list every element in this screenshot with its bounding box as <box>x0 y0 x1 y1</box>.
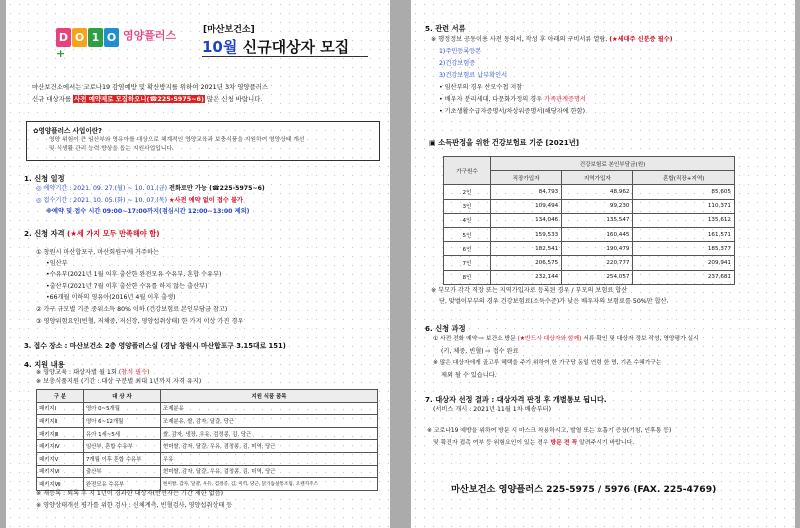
about-line-2: 및 식생활 관리 능력 향상을 돕는 지원사업입니다. <box>49 146 174 152</box>
document-1: 1)주민등록등본 <box>439 48 482 55</box>
col-header: 지역가입자 <box>562 171 633 185</box>
logo-tile: 1 <box>88 28 103 47</box>
premium-group-header: 건강보험료 본인부담금(원) <box>491 157 735 171</box>
logo-name: 영양플러스 <box>123 29 177 42</box>
section-2-label: 2. 신청 자격 <box>24 229 65 238</box>
intro-highlight: 사전 예약제로 모집하오니(☎225-5975~6) <box>74 95 204 103</box>
about-body <box>49 136 304 154</box>
package-name: 패키지Ⅴ <box>37 452 84 465</box>
page-title <box>202 36 349 57</box>
logo-tile: O <box>72 28 87 47</box>
intro-text <box>32 81 268 105</box>
covid-note-2 <box>433 440 634 447</box>
document-page-1 <box>6 0 390 528</box>
premium-value: 110,371 <box>633 199 735 213</box>
table-row <box>444 270 735 284</box>
col-header: 대 상 자 <box>84 390 161 403</box>
col-header: 직장가입자 <box>491 171 562 185</box>
education-required: (참석 필수) <box>118 369 150 376</box>
premium-value: 99,230 <box>562 199 633 213</box>
document-4: • 임산부의 경우 산모수첩 지참 <box>439 84 523 91</box>
process-line-2: (키, 체중, 빈혈) ⇨ 접수 완료 <box>441 348 519 355</box>
reserve-phone: 전화로만 가능 (☎225-5975~6) <box>168 185 265 192</box>
about-line-1: 영양 위험이 큰 임산부와 영유아를 대상으로 체계적인 영양교육과 보충식품을 지원하여 영양상태 개선 <box>49 137 305 143</box>
table-row <box>37 478 378 491</box>
package-table-header <box>37 390 378 403</box>
logo-tile: O <box>104 28 119 47</box>
documents-id-required: (★세대주 신분증 필수) <box>609 36 673 43</box>
evaluation-note: ※ 영양상태개선 평가를 위한 검사 : 신체계측, 빈혈검사, 영양섭취상태 등 <box>36 502 233 509</box>
section-1-title: 1. 신청 일정 <box>24 174 65 183</box>
document-2: 2)건강보험증 <box>439 60 476 67</box>
table-row <box>37 452 378 465</box>
process-line-1 <box>433 336 699 343</box>
package-table <box>36 389 378 491</box>
table-row <box>444 227 735 241</box>
service-start: (서비스 개시 : 2021년 11월 1차 배송부터) <box>433 406 551 413</box>
apply-warning: ★사전 예약 없이 접수 불가 <box>168 197 243 204</box>
premium-value: 254,057 <box>562 270 633 284</box>
process-line-1a: ① 사전 전화 예약 ⇨ 보건소 방문 <box>433 336 516 342</box>
family-size: 3인 <box>444 199 491 213</box>
table-row <box>444 242 735 256</box>
premium-value: 237,681 <box>633 270 735 284</box>
covid-before-visit: 방문 전 꼭 <box>550 440 578 446</box>
insurance-note-2: 단, 맞벌이부부의 경우 건강보험료(소득수준)가 낮은 배우자의 보험료를 50%만 합산. <box>439 298 669 305</box>
process-line-4: 제외 될 수 있습니다. <box>441 372 497 379</box>
section-2-title <box>24 229 160 239</box>
reregistration-note: ※ 재등록 : 퇴록 후 지 1년이 경과한 대상자(반선자는 기간 제한 없음) <box>36 490 224 497</box>
contact-footer: 마산보건소 영양플러스 225-5975 / 5976 (FAX. 225-4769) <box>451 484 717 495</box>
table-row <box>444 256 735 270</box>
intro-line-2 <box>32 93 268 105</box>
process-line-3: ※ 많은 대상자에게 골고루 혜택을 주기 위하여 한 가구당 동일 연령 한 명, 기존 수혜가구는 <box>433 360 662 366</box>
premium-value: 182,541 <box>491 242 562 256</box>
apply-period <box>36 197 243 204</box>
table-row <box>444 185 735 199</box>
logo-plus: + <box>56 47 66 60</box>
about-box <box>26 121 380 161</box>
about-title: ✿영양플러스 사업이란? <box>33 127 102 135</box>
foods: 현미쌀, 감자, 달걀, 우유, 검정콩, 김, 미역, 당근 <box>161 465 378 478</box>
section-2-note: (★세 가지 모두 만족해야 함) <box>67 229 160 238</box>
premium-value: 220,777 <box>562 256 633 270</box>
document-5 <box>439 96 586 103</box>
target: 영아 6~12개월 <box>84 415 161 428</box>
premium-value: 48,962 <box>562 185 633 199</box>
insurance-note-1: ※ 부모가 각각 직장 또는 지역가입자로 등록된 경우 / 부모의 보험료 합산 <box>431 287 628 294</box>
criteria-1c: •출산부(2021년 7월 이후 출산한 수유를 하지 않는 출산부) <box>46 283 208 290</box>
family-size: 5인 <box>444 227 491 241</box>
insurance-header-row <box>444 157 735 171</box>
package-name: 패키지Ⅳ <box>37 440 84 453</box>
criteria-1b: •수유부(2021년 1월 이후 출산한 완전모유 수유부, 혼합 수유부) <box>46 271 222 278</box>
table-row <box>37 427 378 440</box>
premium-value: 135,612 <box>633 213 735 227</box>
table-row <box>37 465 378 478</box>
foods: 쌀, 감자, 냉장, 우유, 검정콩, 김, 당근 <box>161 427 378 440</box>
premium-value: 159,533 <box>491 227 562 241</box>
foods: 현미쌀, 감자, 달걀, 우유, 검정콩, 김, 미역, 당근 <box>161 440 378 453</box>
table-row <box>37 402 378 415</box>
criteria-1: ① 창원시 마산합포구, 마산회원구에 거주하는 <box>36 249 159 256</box>
target: 7개월 이후 혼합 수유부 <box>84 452 161 465</box>
apply-period-date: ◎ 접수기간 : 2021. 10. 05.(화) ~ 10. 07.(목) <box>36 197 167 204</box>
package-name: 패키지Ⅶ <box>37 478 84 491</box>
criteria-2: ② 가구 규모별 기준 중위소득 80% 이하 (건강보험료 본인부담금 참고) <box>36 306 228 313</box>
family-size: 6인 <box>444 242 491 256</box>
table-row <box>37 415 378 428</box>
intro-line-1: 마산보건소에서는 코로나19 감염예방 및 확산방지를 위하여 2021년 3차 영양플러스 <box>32 83 269 91</box>
time-note: ※예약 및 접수 시간 09:00~17:00까지(점심시간 12:00~13:00 제외) <box>46 208 250 215</box>
target: 영아 0~5개월 <box>84 402 161 415</box>
family-size-header: 가구원수 <box>444 157 491 185</box>
title-underline <box>202 56 368 57</box>
target: 임산부, 혼합 수유부 <box>84 440 161 453</box>
education-note-text: ※ 영양교육 : 대상자별 월 1회 <box>36 369 117 376</box>
process-line-1c: 서류 확인 및 대상자 정보 작성, 영양평가 실시 <box>583 336 699 342</box>
family-size: 4인 <box>444 213 491 227</box>
insurance-table <box>443 156 735 285</box>
nutrition-plus-logo <box>56 26 182 60</box>
premium-value: 85,605 <box>633 185 735 199</box>
premium-value: 84,793 <box>491 185 562 199</box>
covid-note-1: ※ 코로나19 예방을 위하여 방문 시 마스크 착용하시고, 발열 또는 호흡기 증상(기침, 인후통 등) <box>427 428 672 434</box>
logo-tile: D <box>56 28 71 47</box>
package-name: 패키지Ⅰ <box>37 402 84 415</box>
title-month: 10월 <box>202 38 238 56</box>
education-note <box>36 369 149 376</box>
document-5-family: 가족관계증명서 <box>544 96 586 103</box>
document-3: 3)건강보험료 납부확인서 <box>439 72 508 79</box>
criteria-3: ③ 영양위험요인(빈혈, 저체중, 저신장, 영양섭취상태) 한 가지 이상 가진 경우 <box>36 318 244 325</box>
table-row <box>37 440 378 453</box>
title-rest: 신규대상자 모집 <box>237 38 350 56</box>
premium-value: 190,479 <box>562 242 633 256</box>
premium-value: 160,445 <box>562 227 633 241</box>
col-header: 지원 식품 품목 <box>161 390 378 403</box>
document-5-text: • 배우자 분리세대, 다문화가정의 경우 <box>439 96 543 103</box>
header-org: [마산보건소] <box>203 25 255 35</box>
col-header: 구 분 <box>37 390 84 403</box>
document-page-2 <box>411 0 795 528</box>
process-with-target: (★반드시 대상자와 함께) <box>517 336 582 342</box>
covid-note-2a: 및 확진자 접촉 여부 등 위험요인이 있는 경우 <box>433 440 549 446</box>
document-6: • 기초생활수급자증명서/차상위증명서(해당자에 한함) <box>439 108 585 115</box>
premium-value: 135,547 <box>562 213 633 227</box>
documents-intro <box>431 36 673 43</box>
premium-value: 109,494 <box>491 199 562 213</box>
target: 출산부 <box>84 465 161 478</box>
intro-line-2b: 많은 신청 바랍니다. <box>206 95 263 103</box>
premium-value: 206,575 <box>491 256 562 270</box>
family-size: 8인 <box>444 270 491 284</box>
package-name: 패키지Ⅱ <box>37 415 84 428</box>
table-row <box>444 213 735 227</box>
foods: 현미쌀, 감자, 달걀, 우유, 검정콩, 김, 미역, 당근, 닭가슴살통조림, 오렌지주스 <box>161 478 378 491</box>
premium-value: 161,571 <box>633 227 735 241</box>
section-3-title: 3. 접수 장소 : 마산보건소 2층 영양플러스실 (경남 창원시 마산합포구 3.15대로 151) <box>24 342 286 350</box>
section-6-title: ▣ 소득판정을 위한 건강보험료 기준 [2021년] <box>429 138 580 147</box>
table-row <box>444 199 735 213</box>
food-support-note: ※ 보충식품지원 (기간 : 대상 구분별 최대 1년까지 자격 유지) <box>36 378 202 385</box>
foods: 우유 <box>161 452 378 465</box>
col-header: 혼합(직장+지역) <box>633 171 735 185</box>
section-7-title: 6. 신청 과정 <box>425 324 466 333</box>
target: 완전모유 수유부 <box>84 478 161 491</box>
foods: 조제분유 <box>161 402 378 415</box>
family-size: 7인 <box>444 256 491 270</box>
section-5-title: 5. 관련 서류 <box>425 24 466 33</box>
reserve-period-date: ◎ 예약기간 : 2021. 09. 27.(월) ~ 10. 01.(금) <box>36 185 167 192</box>
premium-value: 232,144 <box>491 270 562 284</box>
intro-line-2a: 신규 대상자를 <box>32 95 72 103</box>
premium-value: 185,377 <box>633 242 735 256</box>
covid-note-2c: 알려주시기 바랍니다. <box>579 440 635 446</box>
criteria-1a: •임산부 <box>46 260 68 267</box>
criteria-1d: •66개월 이하의 영유아(2016년 4월 이후 출생) <box>46 294 176 301</box>
foods: 조제분유, 쌀, 감자, 달걀, 당근 <box>161 415 378 428</box>
reserve-period <box>36 185 265 192</box>
target: 유아 1세~5세 <box>84 427 161 440</box>
section-4-title: 4. 지원 내용 <box>24 360 65 369</box>
section-8-title: 7. 대상자 선정 결과 : 대상자격 판정 후 개별통보 됩니다. <box>425 395 607 404</box>
documents-intro-text: ※ 행정정보 공동이용 사전 동의서, 작성 후 아래의 구비서류 열람, <box>431 36 608 43</box>
package-name: 패키지Ⅲ <box>37 427 84 440</box>
package-name: 패키지Ⅵ <box>37 465 84 478</box>
premium-value: 209,941 <box>633 256 735 270</box>
family-size: 2인 <box>444 185 491 199</box>
premium-value: 134,046 <box>491 213 562 227</box>
